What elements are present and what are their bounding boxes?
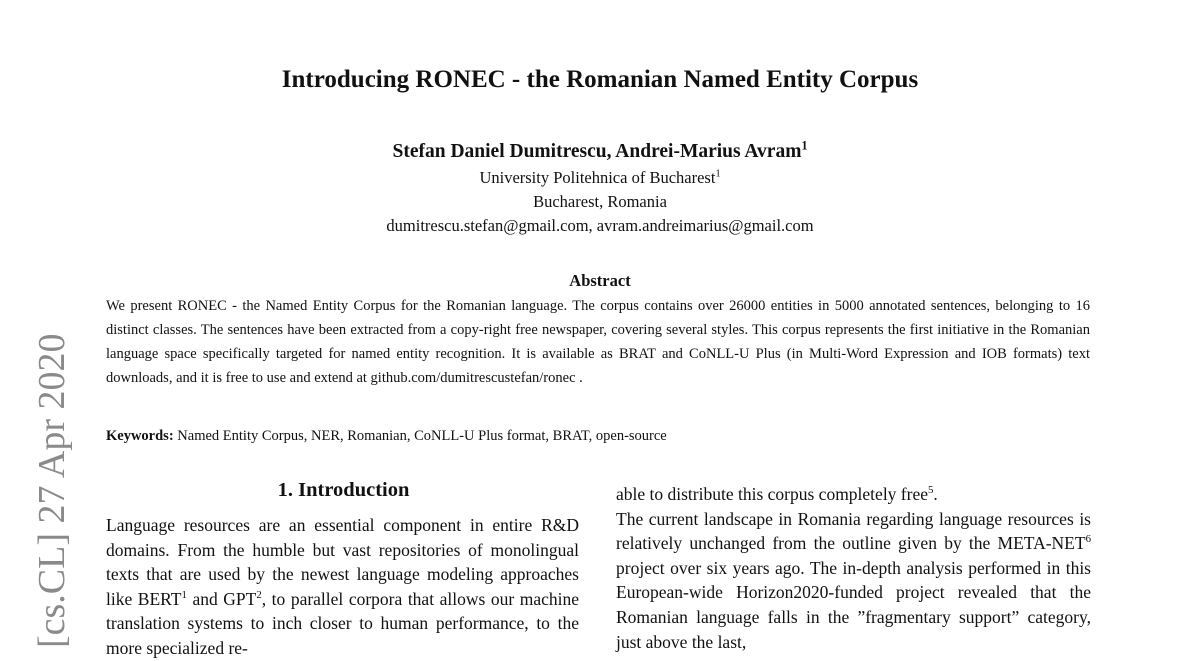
- footnote-ref-5: 5: [928, 484, 934, 497]
- abstract-text: We present RONEC - the Named Entity Corpus for the Romanian language. The corpus contains over 26000 entities in 5000 annotated sentences, belonging to 16 distinct classes. The sentences have been extracted from a copy-right free newspaper, covering several styles. This corpus represents the first initiative in the Romanian language space specifically targeted for named entity recognition. It is available as BRAT and CoNLL-U Plus (in Multi-Word Expression and IOB formats) text downloads, and it is free to use and extend at github.com/dumitrescustefan/ronec .: [106, 298, 1090, 386]
- left-text-1: Language resources are an essential component in entire R&D domains. From the humble but vast repositories of monolingual texts that are used by the newest language modeling approaches like BERT: [106, 515, 579, 609]
- authors-sup: 1: [801, 138, 808, 153]
- keywords-list: Named Entity Corpus, NER, Romanian, CoNLL-U Plus format, BRAT, open-source: [177, 428, 667, 444]
- footnote-ref-1: 1: [181, 588, 187, 601]
- paper-title: Introducing RONEC - the Romanian Named Entity Corpus: [281, 66, 919, 93]
- keywords-label: Keywords:: [106, 428, 174, 444]
- location: Bucharest, Romania: [533, 192, 667, 211]
- authors-names: Stefan Daniel Dumitrescu, Andrei-Marius Avram: [392, 141, 802, 162]
- authors: [0, 138, 1200, 163]
- keywords: [106, 428, 667, 445]
- right-text-1: able to distribute this corpus completely free: [616, 484, 928, 504]
- arxiv-stamp: [cs.CL] 27 Apr 2020: [31, 333, 73, 648]
- right-text-4: project over six years ago. The in-depth analysis performed in this European-wide Horizon2020-funded project revealed that the Romanian language falls in the ”fragmentary support” category, just above the last,: [616, 557, 1091, 652]
- right-text-3: The current landscape in Romania regarding language resources is relatively unchanged from the outline given by the META-NET: [616, 508, 1091, 554]
- right-para-2: [616, 507, 1091, 655]
- affiliation-name: University Politehnica of Bucharest: [479, 168, 716, 187]
- left-text-3: , to parallel corpora that allows our machine translation systems to inch closer to human performance, to the more specialized re-: [106, 588, 579, 658]
- intro-right-column: [616, 482, 1091, 654]
- emails: dumitrescu.stefan@gmail.com, avram.andreimarius@gmail.com: [386, 216, 814, 235]
- right-para-1: [616, 482, 1091, 507]
- footnote-ref-2: 2: [256, 588, 262, 601]
- affiliation-sup: 1: [715, 168, 721, 180]
- affiliation: [0, 168, 1200, 188]
- abstract-heading: Abstract: [569, 271, 631, 290]
- section-heading-introduction: 1. Introduction: [277, 479, 410, 501]
- footnote-ref-6: 6: [1085, 533, 1091, 546]
- intro-left-column: [106, 513, 579, 661]
- right-text-2: .: [933, 484, 938, 504]
- left-text-2: and GPT: [186, 588, 257, 609]
